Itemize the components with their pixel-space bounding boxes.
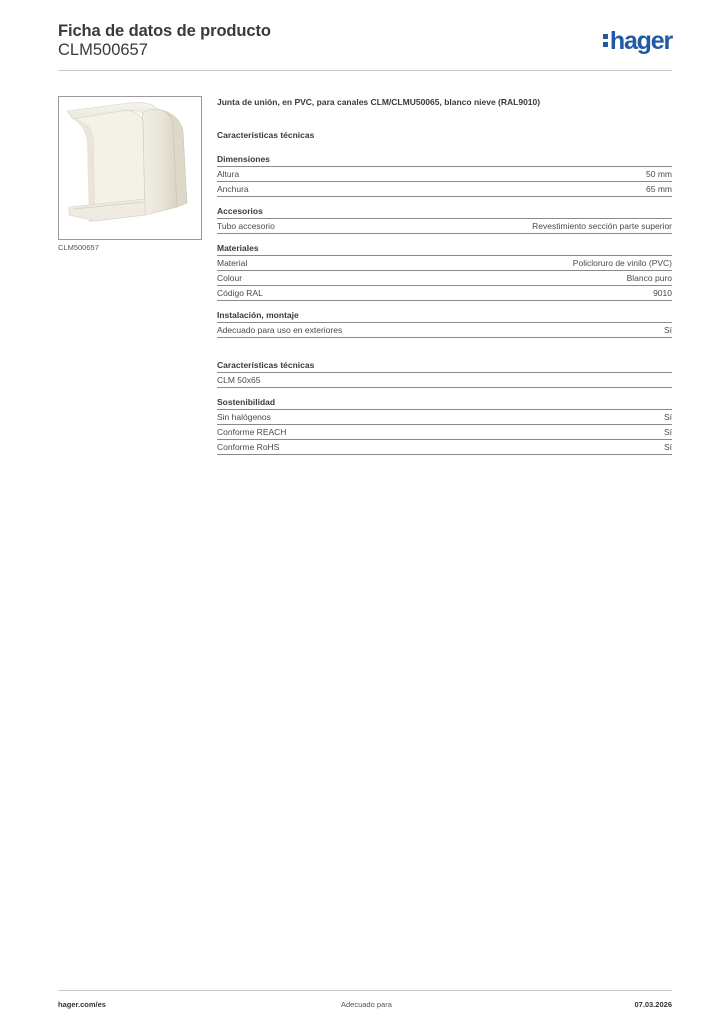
section-title: Materiales — [217, 243, 672, 256]
spec-row — [217, 219, 672, 234]
section-title: Sostenibilidad — [217, 397, 672, 410]
spec-value: Sí — [663, 442, 672, 452]
product-description: Junta de unión, en PVC, para canales CLM/CLMU50065, blanco nieve (RAL9010) — [217, 97, 541, 107]
spec-value: Policloruro de vinilo (PVC) — [572, 258, 672, 268]
spec-row — [217, 182, 672, 197]
hager-logo — [603, 27, 672, 55]
section-title: Dimensiones — [217, 154, 672, 167]
product-image-drawing — [59, 97, 201, 239]
spec-label: CLM 50x65 — [217, 375, 261, 385]
spec-label: Material — [217, 258, 248, 268]
spec-value: Sí — [663, 427, 672, 437]
footer-date: 07.03.2026 — [634, 1000, 672, 1009]
spec-row — [217, 410, 672, 425]
section-materiales — [217, 243, 672, 301]
spec-value: Sí — [663, 412, 672, 422]
heading-main: Características técnicas — [217, 130, 315, 140]
spec-row — [217, 271, 672, 286]
spec-label: Altura — [217, 169, 240, 179]
spec-value: 9010 — [653, 288, 672, 298]
footer-middle-text: Adecuado para — [341, 1000, 392, 1009]
spec-content — [217, 96, 672, 455]
page-header — [58, 20, 672, 71]
product-image — [58, 96, 202, 240]
spec-value: Revestimiento sección parte superior — [532, 221, 672, 231]
spec-label: Conforme REACH — [217, 427, 287, 437]
section-sostenibilidad — [217, 397, 672, 455]
spec-label: Código RAL — [217, 288, 263, 298]
spec-value: 50 mm — [646, 169, 672, 179]
spec-row — [217, 286, 672, 301]
spec-row — [217, 440, 672, 455]
spec-row — [217, 425, 672, 440]
spec-label: Sin halógenos — [217, 412, 271, 422]
spec-label: Tubo accesorio — [217, 221, 275, 231]
page-title: Ficha de datos de producto — [58, 22, 271, 40]
spec-row — [217, 256, 672, 271]
spec-label: Adecuado para uso en exteriores — [217, 325, 343, 335]
page-footer — [58, 990, 672, 1015]
logo-text: hager — [609, 27, 672, 55]
spec-value: Sí — [663, 325, 672, 335]
section-title: Características técnicas — [217, 360, 672, 373]
logo-dots-icon — [603, 34, 609, 48]
section-title: Instalación, montaje — [217, 310, 672, 323]
spec-label: Colour — [217, 273, 243, 283]
section-caracteristicas — [217, 360, 672, 388]
spec-value: 65 mm — [646, 184, 672, 194]
spec-row — [217, 323, 672, 338]
section-accesorios — [217, 206, 672, 234]
spec-row — [217, 373, 672, 388]
spec-label: Conforme RoHS — [217, 442, 280, 452]
footer-website-link[interactable]: hager.com/es — [58, 1000, 106, 1009]
product-code: CLM500657 — [58, 41, 148, 59]
spec-label: Anchura — [217, 184, 249, 194]
image-caption: CLM500657 — [58, 243, 99, 252]
section-dimensiones — [217, 154, 672, 197]
section-instalacion — [217, 310, 672, 338]
spec-value: Blanco puro — [626, 273, 672, 283]
spec-row — [217, 167, 672, 182]
section-title: Accesorios — [217, 206, 672, 219]
